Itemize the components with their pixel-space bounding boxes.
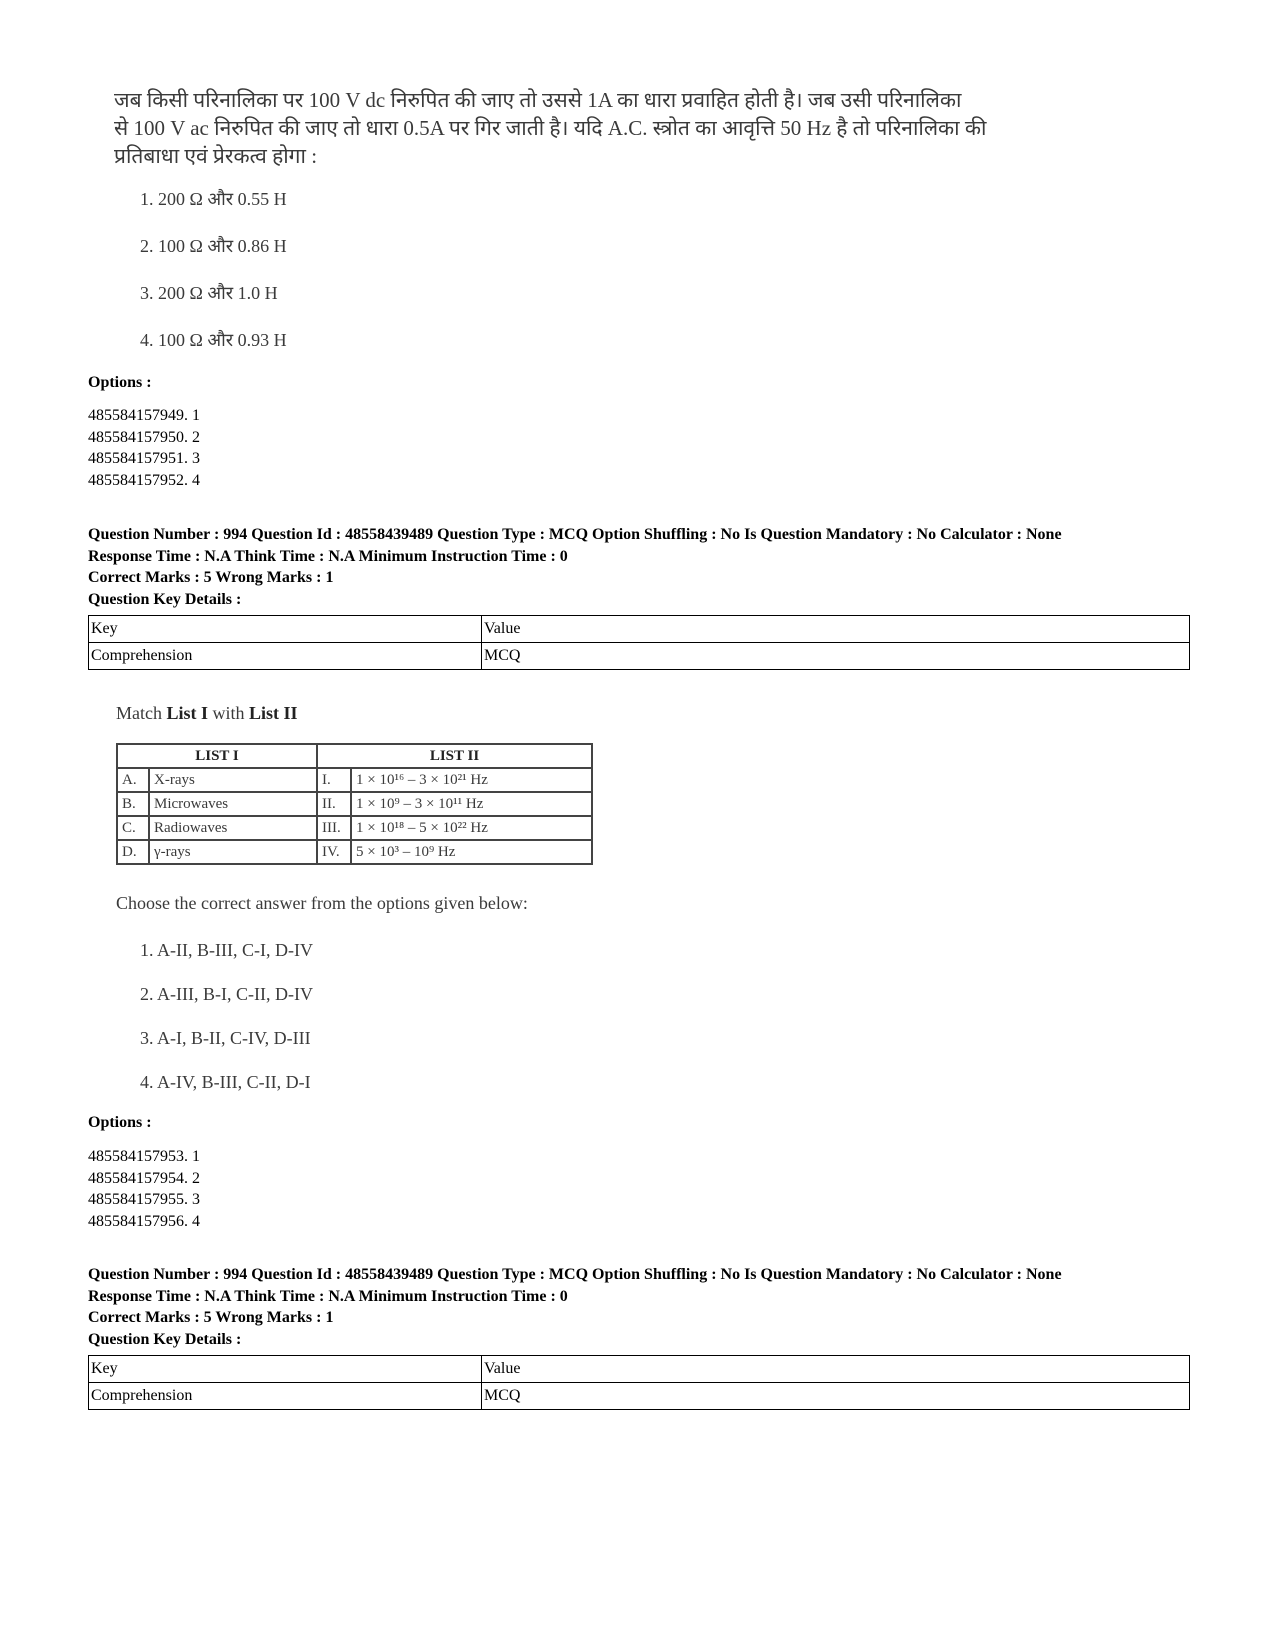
meta-line: Correct Marks : 5 Wrong Marks : 1 [88,1309,334,1327]
options-label: Options : [88,374,152,391]
table-row [117,792,592,816]
key-details-table [88,615,1190,670]
meta-line: Question Key Details : [88,591,242,609]
option-item: 485584157952. 4 [88,471,200,489]
meta-line: Question Key Details : [88,1331,242,1349]
options-list [88,1146,200,1232]
table-header-cell: Value [482,1356,1190,1383]
question1-line: से 100 V ac निरुपित की जाए तो धारा 0.5A पर गिर जाती है। यदि A.C. स्त्रोत का आवृत्ति 50 Hz है तो परिनालिका की [114,116,987,140]
list2-range: 1 × 10¹⁸ – 5 × 10²² Hz [351,816,592,840]
table-row [89,1383,1190,1410]
option-item: 485584157955. 3 [88,1191,200,1208]
option-item: 485584157949. 1 [88,407,200,424]
table-row [117,744,592,768]
question2-choice: 1. A-II, B-III, C-I, D-IV [140,940,313,960]
table-row [117,816,592,840]
key-details-table [88,1355,1190,1410]
list2-numeral: I. [317,768,351,792]
list1-letter: B. [117,792,149,816]
table-header-cell: Key [89,1356,482,1383]
meta-line: Question Number : 994 Question Id : 48558439489 Question Type : MCQ Option Shuffling : No Is Question Mandatory : No Calculator : None [88,1266,1062,1283]
question1-text [114,86,1014,170]
match-lists-table [116,743,593,865]
table-header-cell: Value [482,616,1190,643]
question2-title [116,703,298,724]
title-text: with [208,703,250,723]
table-row [89,643,1190,670]
question-meta [88,1264,1062,1351]
options-list [88,405,200,491]
meta-line: Correct Marks : 5 Wrong Marks : 1 [88,569,334,587]
list1-item: X-rays [149,768,317,792]
title-list1: List I [166,703,208,723]
meta-line: Question Number : 994 Question Id : 48558439489 Question Type : MCQ Option Shuffling : No Is Question Mandatory : No Calculator : None [88,526,1062,543]
option-item: 485584157950. 2 [88,428,200,446]
list2-range: 5 × 10³ – 10⁹ Hz [351,840,592,864]
list2-numeral: IV. [317,840,351,864]
list2-range: 1 × 10¹⁶ – 3 × 10²¹ Hz [351,768,592,792]
option-item: 485584157951. 3 [88,450,200,467]
option-item: 485584157956. 4 [88,1212,200,1230]
option-item: 485584157954. 2 [88,1169,200,1187]
list2-header: LIST II [317,744,592,768]
question1-line: प्रतिबाधा एवं प्रेरकत्व होगा : [114,144,318,168]
options-label: Options : [88,1114,152,1131]
list1-letter: C. [117,816,149,840]
table-row [117,768,592,792]
question1-choice: 2. 100 Ω और 0.86 H [140,236,287,256]
list1-letter: D. [117,840,149,864]
table-row [89,1356,1190,1383]
table-cell: Comprehension [89,643,482,670]
question-meta [88,524,1062,611]
question2-choice: 3. A-I, B-II, C-IV, D-III [140,1028,311,1048]
list2-numeral: II. [317,792,351,816]
list2-range: 1 × 10⁹ – 3 × 10¹¹ Hz [351,792,592,816]
table-cell: Comprehension [89,1383,482,1410]
table-cell: MCQ [482,643,1190,670]
table-cell: MCQ [482,1383,1190,1410]
table-row [89,616,1190,643]
list1-header: LIST I [117,744,317,768]
list1-item: Radiowaves [149,816,317,840]
list1-item: γ-rays [149,840,317,864]
list1-item: Microwaves [149,792,317,816]
question1-choice: 3. 200 Ω और 1.0 H [140,283,278,303]
title-list2: List II [249,703,298,723]
title-text: Match [116,703,167,723]
meta-line: Response Time : N.A Think Time : N.A Minimum Instruction Time : 0 [88,547,568,565]
list2-numeral: III. [317,816,351,840]
table-header-cell: Key [89,616,482,643]
table-row [117,840,592,864]
question2-choice: 4. A-IV, B-III, C-II, D-I [140,1072,311,1092]
question1-line: जब किसी परिनालिका पर 100 V dc निरुपित की जाए तो उससे 1A का धारा प्रवाहित होती है। जब उसी परिनालिका [114,88,962,112]
list1-letter: A. [117,768,149,792]
option-item: 485584157953. 1 [88,1148,200,1165]
question1-choice: 4. 100 Ω और 0.93 H [140,330,287,350]
question1-choice: 1. 200 Ω और 0.55 H [140,189,287,209]
question2-choice: 2. A-III, B-I, C-II, D-IV [140,984,313,1004]
meta-line: Response Time : N.A Think Time : N.A Minimum Instruction Time : 0 [88,1287,568,1305]
choose-instruction: Choose the correct answer from the options given below: [116,893,528,913]
